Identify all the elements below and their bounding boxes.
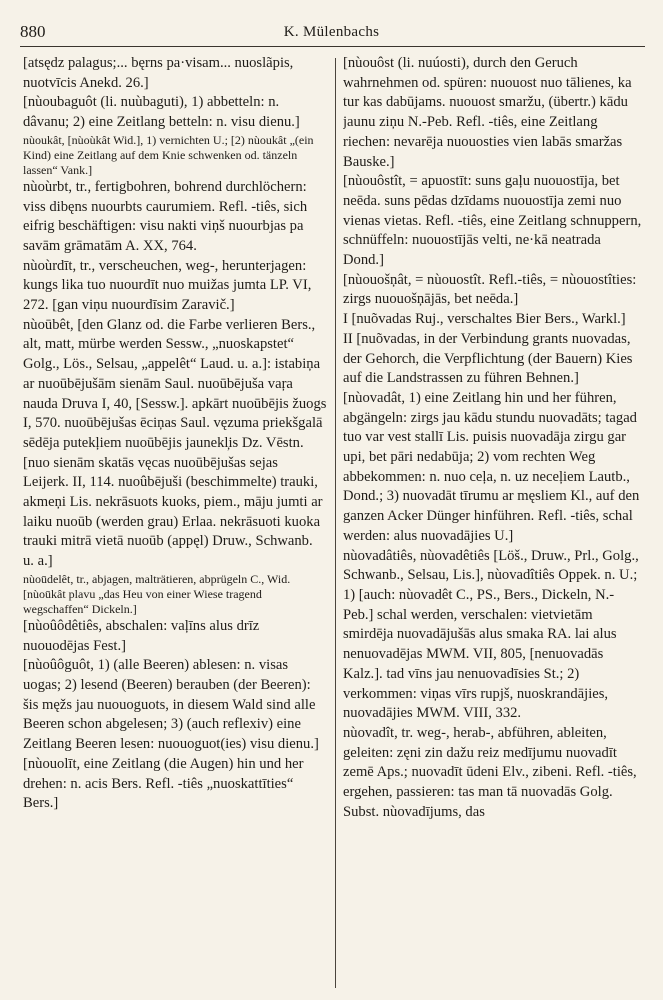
- entry-text: [nùoûôdêtiês, abschalen: vaļīns alus drīz nuouodējas Fest.]: [23, 617, 260, 654]
- dictionary-entry: [23, 587, 327, 617]
- entry-text: nùoùrdīt, tr., verscheuchen, weg-, herunterjagen: kungs lika tuo nuourdīt nuo muižas jumta LP. VI, 272. [gan viņu nuourdīsim Zaravič.]: [23, 257, 312, 314]
- column-divider: [335, 58, 336, 988]
- dictionary-entry: [343, 330, 643, 389]
- dictionary-entry: [23, 656, 327, 755]
- page-header: [0, 0, 663, 48]
- right-column: [343, 54, 643, 992]
- entry-text: [nùouôstît, = apuostīt: suns gaļu nuouostīja, bet neēda. suns pēdas dzīdams nuouostīja zemi nuo vienas vietas. Refl. -tiês, eine Zeitlang schnuppern, schnüffeln: nuouostījās velti, ne·kā neatrada Dond.]: [343, 173, 642, 269]
- dictionary-entry: [343, 172, 643, 271]
- entry-text: nùoūbêt, [den Glanz od. die Farbe verlieren Bers., alt, matt, mürbe werden Sessw., „nuoskapstet“ Golg., Lös., Selsau, „appelêt“ Laud. u. a.]: istabiņa ar nuoūbējušām sienām Saul. nuoūbējuša vaŗa nauda Druva I, 40, [Sessw.]. apkārt nuoūbējis žuogs I, 570. nuoūbējušas ēciņas Saul. vęzuma priekšgalā sēdēja putekļiem nuoūbējis jaunekl̦is Dz. Vēstn. [nuo sienām skatās vęcas nuoūbējušas sejas Leijerk. II, 114. nuoûbējuši (beschimmelte) trauki, akmeņi Lis. nekrāsuots kuoks, piem., māju jumti ar laiku nuoūb (werden grau) Erlaa. nekrāsuoti kuoka trauki mitrā vietā nuoūb (appęl) Druw., Schwanb. u. a.]: [23, 316, 327, 570]
- entry-text: [nùoubaguôt (li. nuùbaguti), 1) abbetteln: n. dâvanu; 2) eine Zeitlang betteln: n. visu dienu.]: [23, 94, 300, 131]
- entry-text: nùovadâtiês, nùovadêtiês [Löš., Druw., Prl., Golg., Schwanb., Selsau, Lis.], nùovadîtiês Oppek. n. U.; 1) [auch: nùovadêt C., PS., Bers., Dickeln, N.-Peb.] schal werden, verschalen: vietvietām smirdēja nuovadājušās alus smaka RA. lai alus nenuovadējas MWM. VII, 805, [nenuovadās Kalz.]. tad vīns jau nenuovadīsies St.; 2) verkommen: viņas vīrs rupjš, nuoskrandājies, nuovadājies MWM. VIII, 332.: [343, 547, 639, 722]
- dictionary-entry: [343, 724, 643, 823]
- entry-text: [atsędz palagus;... bęrns pa·visam... nuoslãpis, nuotvīcis Anekd. 26.]: [23, 55, 294, 91]
- entry-text: [nùovadât, 1) eine Zeitlang hin und her führen, abgängeln: zirgs jau kādu stundu nuovadāts; tagad tuo var vest stallī Lis. puisis nuovadāja zirgu gar upi, bet pāri nedabūja; 2) vom rechten Weg abbekommen: n. nuo ceļa, n. uz neceļiem Lautb., Dond.; 3) nuovadāt tīrumu ar męsliem Kl., auf den ganzen Acker Dünger hinführen. Refl. -tiês, schal werden: alus nuovadājies U.]: [343, 389, 640, 544]
- entry-text: nùoùrbt, tr., fertigbohren, bohrend durchlöchern: viss dibęns nuourbts caurumiem. Refl. -tiês, sich eifrig beschäftigen: visu nakti viņš nuourbjas pa savām grāmatām A. XX, 764.: [23, 178, 308, 254]
- dictionary-entry: [23, 133, 327, 178]
- entry-text: [nùoûôguôt, 1) (alle Beeren) ablesen: n. visas uogas; 2) lesend (Beeren) berauben (der Beeren): šis męžs jau nuouoguots, in diesem Wald sind alle Beeren schon abgelesen; 3) (auch reflexiv) eine Zeitlang Beeren lesen: nuouoguot(ies) visu dienu.]: [23, 657, 319, 753]
- entry-text: nùoūdelêt, tr., abjagen, malträtieren, abprügeln C., Wid.: [23, 571, 291, 586]
- dictionary-entry: [23, 93, 327, 132]
- header-rule: [20, 46, 645, 47]
- dictionary-entry: [343, 547, 643, 724]
- dictionary-entry: [23, 755, 327, 814]
- left-column: [23, 54, 327, 992]
- entry-text: [nùoūkât plavu „das Heu von einer Wiese tragend wegschaffen“ Dickeln.]: [23, 586, 262, 616]
- entry-text: II [nuõvadas, in der Verbindung grants nuovadas, der Gehorch, die Verpflichtung (der Bauern) Kies auf die Landstrassen zu führen Behnen.]: [343, 330, 633, 387]
- dictionary-entry: [23, 617, 327, 656]
- dictionary-entry: [23, 572, 327, 587]
- dictionary-entry: [343, 54, 643, 172]
- dictionary-entry: [23, 54, 327, 93]
- dictionary-entry: [343, 271, 643, 310]
- dictionary-entry: [23, 257, 327, 316]
- dictionary-entry: [343, 310, 643, 330]
- running-title: K. Mülenbachs: [283, 24, 380, 40]
- entry-text: I [nuõvadas Ruj., verschaltes Bier Bers., Warkl.]: [343, 311, 626, 328]
- dictionary-entry: [23, 316, 327, 572]
- dictionary-entry: [343, 389, 643, 547]
- page-number: 880: [20, 22, 46, 41]
- entry-text: [nùouôst (li. nuúosti), durch den Geruch wahrnehmen od. spüren: nuouost nuo tālienes, ka tur kas dabūjams. nuouost smaržu, (übertr.) kādu jaunu ziņu N.-Peb. Refl. -tiês, eine Zeitlang riechen: nevarēja nuouosties vien labās smaržas Bauske.]: [343, 55, 632, 170]
- entry-text: [nùouošņât, = nùouostît. Refl.-tiês, = nùouostîties: zirgs nuouošņājās, bet neēda.]: [343, 271, 637, 308]
- dictionary-entry: [23, 178, 327, 257]
- entry-text: nùovadît, tr. weg-, herab-, abführen, ableiten, geleiten: zęni zin dažu reiz medījumu nuovadīt zemē Aps.; nuovadīt ūdeni Elv., zibeni. Refl. -tiês, ergehen, passieren: tas man tā nuovadās Golg. Subst. nùovadījums, das: [343, 724, 637, 820]
- entry-text: [nùouolīt, eine Zeitlang (die Augen) hin und her drehen: n. acis Bers. Refl. -tiês „nuoskattīties“ Bers.]: [23, 755, 304, 812]
- entry-text: nùoukât, [nùoùkât Wid.], 1) vernichten U.; [2) nùoukât „(ein Kind) eine Zeitlang auf dem Knie schwenken od. tänzeln lassen“ Vank.]: [23, 132, 314, 177]
